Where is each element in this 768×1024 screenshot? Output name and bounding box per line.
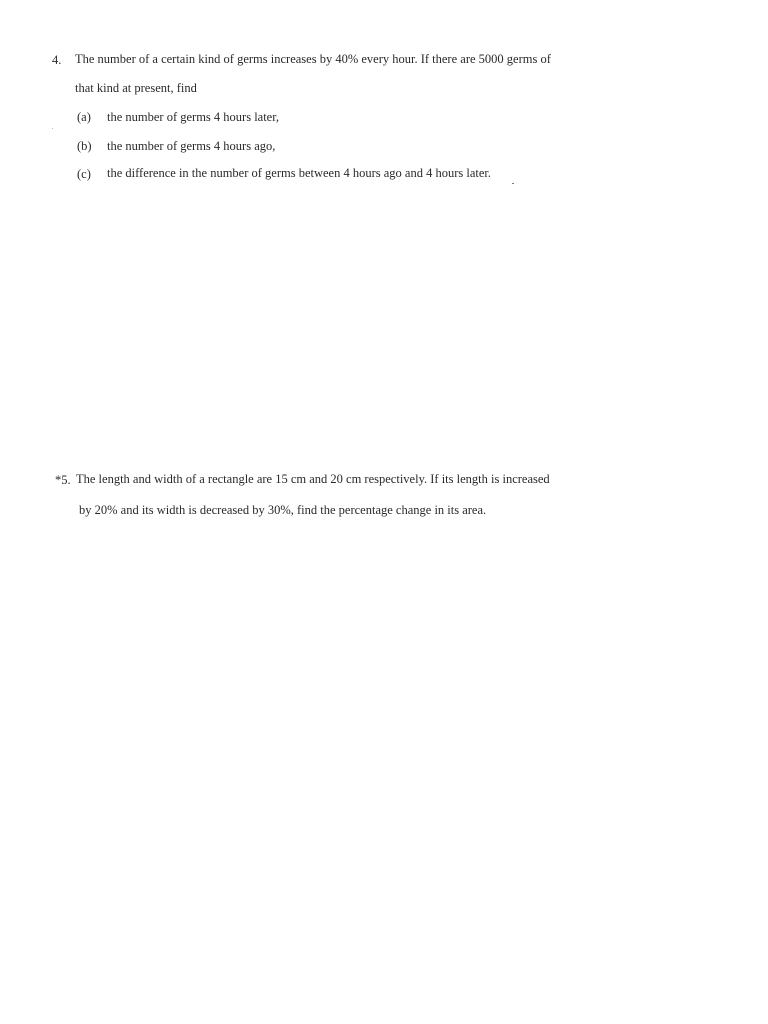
question-5-number: *5. bbox=[55, 473, 71, 487]
question-5-line-1: The length and width of a rectangle are 15 cm and 20 cm respectively. If its length is increased bbox=[76, 472, 550, 486]
scan-speck bbox=[512, 183, 514, 184]
part-text: the number of germs 4 hours ago, bbox=[107, 139, 276, 153]
question-5-line-2: by 20% and its width is decreased by 30%, find the percentage change in its area. bbox=[79, 503, 487, 517]
question-4-stem-line-1: The number of a certain kind of germs increases by 40% every hour. If there are 5000 germs of bbox=[75, 52, 551, 66]
question-4-number: 4. bbox=[52, 53, 62, 67]
part-label: (c) bbox=[77, 167, 91, 181]
part-text: the number of germs 4 hours later, bbox=[107, 110, 280, 124]
part-label: (b) bbox=[77, 139, 92, 153]
part-text: the difference in the number of germs between 4 hours ago and 4 hours later. bbox=[107, 166, 492, 180]
part-label: (a) bbox=[77, 110, 91, 124]
question-4-stem-line-2: that kind at present, find bbox=[75, 81, 197, 95]
scan-speck bbox=[52, 128, 53, 129]
